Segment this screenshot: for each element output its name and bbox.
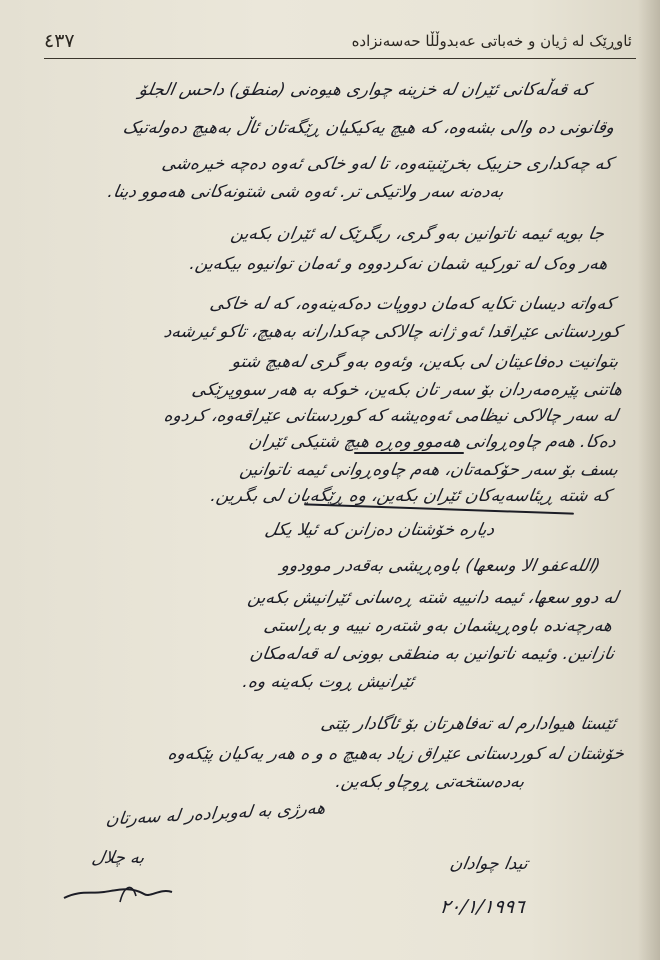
signatory: تیدا چوادان: [448, 854, 530, 874]
letter-line: هەرچەندە باوەڕیشمان بەو شتەرە نییە و بەڕاستی: [262, 616, 614, 636]
signature-name: بە چلال: [90, 848, 147, 868]
underline: [354, 452, 464, 454]
closing-line: هەرژی بە لەوبرادەر لە سەرتان: [105, 798, 328, 830]
letter-line: جا بویە ئیمە ناتوانین بەو گری، ریگرێک لە ئێران بکەین: [229, 224, 606, 244]
page-header: [44, 28, 636, 59]
letter-line: (اللەعفو الا وسعها) باوەڕیشی بەقەدر موودوو: [279, 556, 602, 576]
letter-line: ئێستا هیوادارم لە تەفاهرتان بۆ ئاگادار بێتی: [319, 714, 618, 734]
letter-line: کە شتە ڕیئاسەیەکان ئێران بکەین، وە ڕێگەیان لی بگرین.: [209, 486, 612, 506]
page-shadow: [638, 0, 660, 960]
letter-line: وقانونی دە والی بشەوە، کە هیچ یەکیکیان ڕێگەتان ئاڵ بەهیچ دەولەتیک: [121, 118, 616, 138]
letter-line: کە چەکداری حزبیک بخرێنیتەوە، تا لەو خاکی ئەوە دەچە خیرەشی: [159, 154, 614, 174]
running-title: ئاوڕێک لە ژیان و خەباتی عەبدوڵڵا حەسەنزادە: [351, 32, 632, 50]
letter-line: بەدەنە سەر ولاتیکی تر. ئەوە شی شتونەکانی هەموو دینا.: [106, 182, 506, 202]
letter-line: خۆشتان لە کوردستانی عێراق زیاد بەهیچ ە و ە هەر یەکیان پێکەوە: [166, 744, 626, 764]
letter-line: نازانین. وئیمە ناتوانین بە منطقی بوونی لە قەلەمکان: [247, 644, 616, 664]
letter-line: بسف بۆ سەر حۆکمەتان، هەم چاوەڕوانی ئیمە ناتوانین: [238, 460, 620, 480]
signature-scribble: [60, 872, 180, 912]
letter-line: دیارە خۆشتان دەزانن کە ئیلا یکل: [263, 520, 496, 540]
letter-line: دەکا. هەم چاوەڕوانی هەموو وەڕە هیچ شتیکی ئێران: [247, 432, 618, 452]
page-number: ٤٣٧: [44, 30, 75, 52]
letter-line: هەر وەک لە تورکیە شمان نەکردووە و ئەمان توانیوە بیکەین.: [188, 254, 610, 274]
letter-line: کوردستانی عێراقدا ئەو ژانە چالاکی چەکدارانە بەهیچ، تاکو ئیرشەد: [161, 322, 622, 342]
letter-line: لە دوو سعها، ئیمە دانییە شتە ڕەسانی ئێرانیش بکەین: [246, 588, 620, 608]
letter-line: لە سەر چالاکی نیظامی ئەوەیشە کە کوردستانی عێراقەوە، کردوە: [162, 406, 620, 426]
letter-line: کە قەڵەکانی ئێران لە خزینە چواری هیوەنی (منطق) داحس الجلۆ: [137, 80, 592, 100]
letter-line: ئێرانیش ڕوت بکەینە وە.: [241, 672, 416, 692]
letter-line: بتوانیت دەفاعیتان لی بکەین، وئەوە بەو گری لەهیچ شتو: [229, 352, 620, 372]
letter-line: کەواتە دیسان تکایە کەمان دووپات دەکەینەوە، کە لە خاکی: [208, 294, 616, 314]
letter-date: ٢٠/١/١٩٩٦: [438, 896, 526, 918]
letter-line: بەدەستخەتی ڕوچاو بکەین.: [333, 772, 526, 792]
letter-line: هاتنی پێرەمەردان بۆ سەر تان بکەین، خوکە بە هەر سووپرێکی: [189, 380, 624, 400]
